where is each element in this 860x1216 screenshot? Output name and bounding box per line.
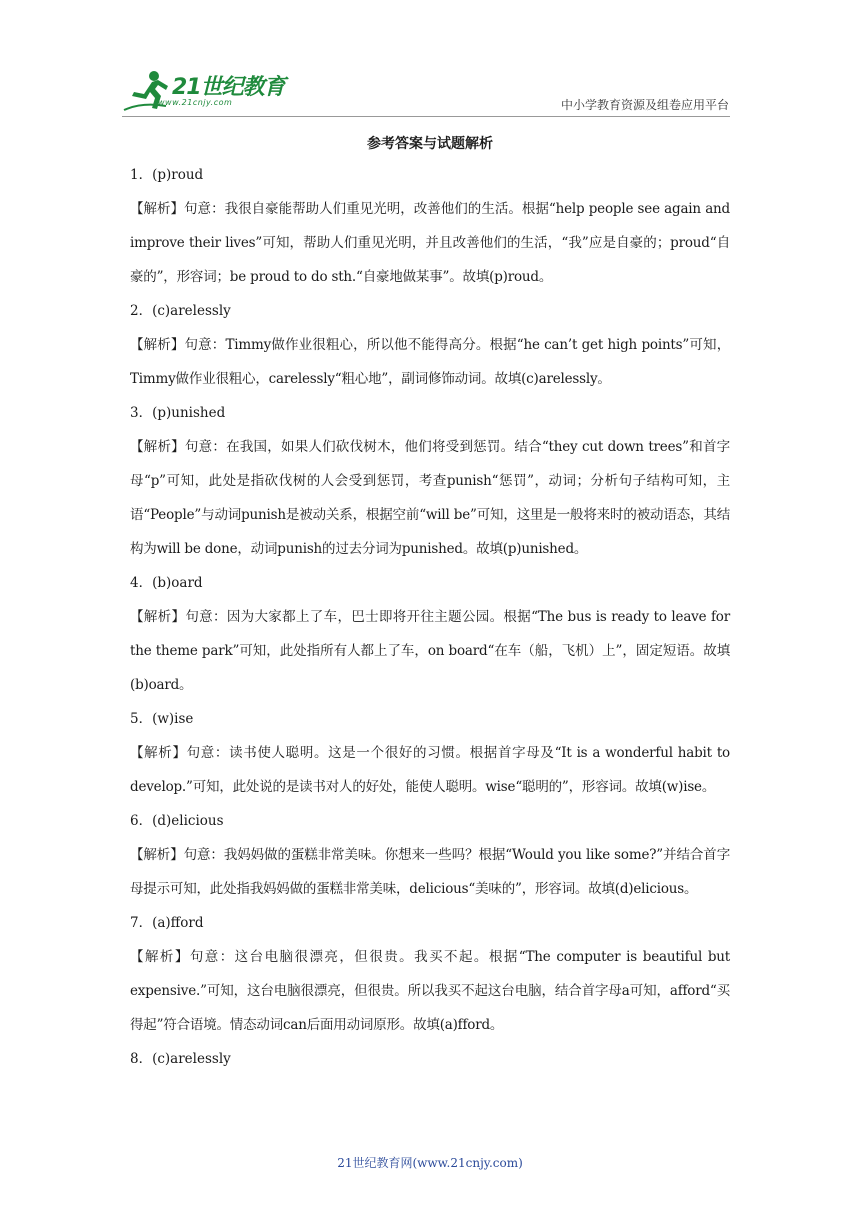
- page-title: 参考答案与试题解析: [367, 136, 493, 152]
- page-header: [0, 0, 860, 120]
- page-footer: 21世纪教育网(www.21cnjy.com): [337, 1156, 523, 1170]
- answer-item: [130, 1042, 730, 1076]
- answer-item: [130, 294, 730, 396]
- answer-analysis: 【解析】句意：我很自豪能帮助人们重见光明，改善他们的生活。根据“help people see again and improve their lives”可知，帮助人们重见光明，并且改善他们的生活，“我”应是自豪的；proud“自豪的”，形容词；be proud to do sth.“自豪地做某事”。故填(p)roud。: [130, 201, 730, 285]
- header-divider: [122, 116, 730, 117]
- answer-item: [130, 906, 730, 1042]
- answer-number: 7．(a)fford: [130, 915, 204, 931]
- logo: [122, 68, 292, 114]
- answer-number: 6．(d)elicious: [130, 813, 224, 829]
- answer-analysis: 【解析】句意：读书使人聪明。这是一个很好的习惯。根据首字母及“It is a wonderful habit to develop.”可知，此处说的是读书对人的好处，能使人聪明。wise“聪明的”，形容词。故填(w)ise。: [130, 745, 730, 795]
- answer-analysis: 【解析】句意：因为大家都上了车，巴士即将开往主题公园。根据“The bus is ready to leave for the theme park”可知，此处指所有人都上了车，on board“在车（船，飞机）上”，固定短语。故填(b)oard。: [130, 609, 730, 693]
- answer-item: [130, 702, 730, 804]
- answer-number: 3．(p)unished: [130, 405, 226, 421]
- logo-url: www.21cnjy.com: [158, 98, 233, 107]
- answer-list: [130, 158, 730, 1076]
- answer-number: 5．(w)ise: [130, 711, 194, 727]
- answer-item: [130, 566, 730, 702]
- platform-name: 中小学教育资源及组卷应用平台: [560, 98, 729, 112]
- answer-analysis: 【解析】句意：这台电脑很漂亮，但很贵。我买不起。根据“The computer is beautiful but expensive.”可知，这台电脑很漂亮，但很贵。所以我买不起这台电脑，结合首字母a可知，afford“买得起”符合语境。情态动词can后面用动词原形。故填(a)fford。: [130, 949, 730, 1033]
- answer-number: 2．(c)arelessly: [130, 303, 231, 319]
- answer-item: [130, 804, 730, 906]
- answer-item: [130, 158, 730, 294]
- answer-number: 8．(c)arelessly: [130, 1051, 231, 1067]
- answer-analysis: 【解析】句意：在我国，如果人们砍伐树木，他们将受到惩罚。结合“they cut down trees”和首字母“p”可知，此处是指砍伐树的人会受到惩罚，考查punish“惩罚”，动词；分析句子结构可知，主语“People”与动词punish是被动关系，根据空前“will be”可知，这里是一般将来时的被动语态，其结构为will be done，动词punish的过去分词为punished。故填(p)unished。: [130, 439, 730, 557]
- answer-number: 4．(b)oard: [130, 575, 203, 591]
- answer-number: 1．(p)roud: [130, 167, 204, 183]
- runner-logo-icon: [122, 68, 172, 114]
- logo-text: 21世纪教育: [172, 75, 285, 100]
- answer-analysis: 【解析】句意：我妈妈做的蛋糕非常美味。你想来一些吗？根据“Would you like some?”并结合首字母提示可知，此处指我妈妈做的蛋糕非常美味，delicious“美味的”，形容词。故填(d)elicious。: [130, 847, 730, 897]
- answer-item: [130, 396, 730, 566]
- answer-analysis: 【解析】句意：Timmy做作业很粗心，所以他不能得高分。根据“he can’t get high points”可知，Timmy做作业很粗心，carelessly“粗心地”，副词修饰动词。故填(c)arelessly。: [130, 337, 730, 387]
